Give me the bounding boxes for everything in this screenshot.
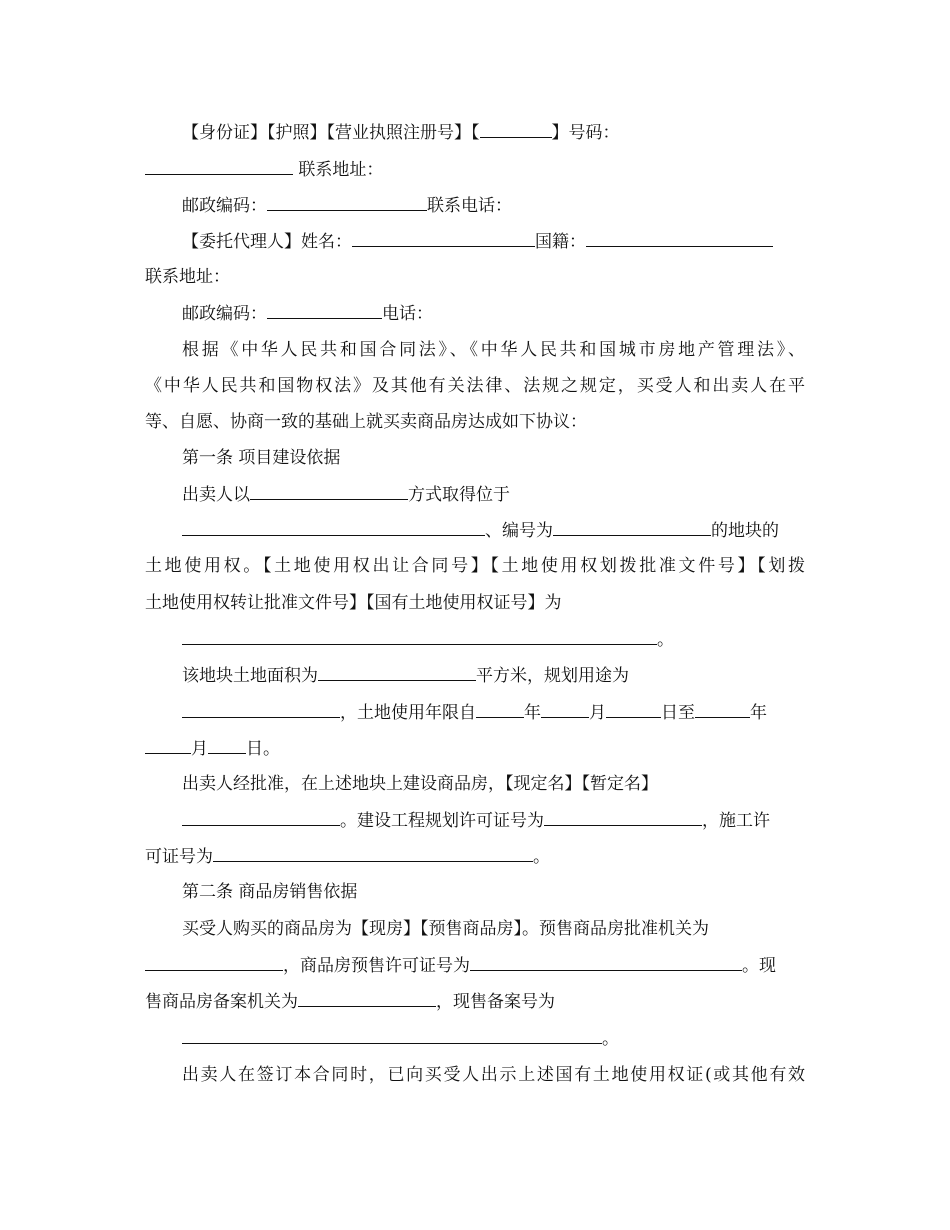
text-line	[145, 989, 805, 1014]
text: 该地块土地面积为	[182, 666, 318, 686]
text: 日。	[246, 739, 280, 759]
blank-field	[267, 193, 427, 211]
id-type-line	[145, 120, 805, 145]
blank-field	[480, 120, 552, 138]
text: 年	[524, 703, 541, 723]
text: 月	[191, 739, 208, 759]
text: 【委托代理人】姓名：	[182, 232, 352, 252]
blank-field	[318, 663, 476, 681]
text: 、编号为	[485, 521, 553, 541]
text: 等、自愿、协商一致的基础上就买卖商品房达成如下协议：	[145, 412, 587, 432]
text: 国籍：	[535, 232, 586, 252]
blank-field	[145, 157, 293, 175]
text: 。	[602, 1029, 619, 1049]
blank-field	[476, 700, 524, 718]
text-line	[145, 482, 805, 507]
text: 邮政编码：	[182, 196, 267, 216]
text: 方式取得位于	[408, 485, 510, 505]
article-heading: 第一条 项目建设依据	[182, 448, 341, 468]
text: 。建设工程规划许可证号为	[340, 811, 544, 831]
blank-field	[182, 518, 485, 536]
text: 邮政编码：	[182, 304, 267, 324]
blank-field	[145, 953, 283, 971]
text-line	[145, 627, 805, 652]
text-line	[145, 518, 805, 543]
text: ，施工许	[702, 811, 770, 831]
blank-field	[182, 627, 657, 645]
postal-line	[145, 301, 805, 326]
text: 】号码：	[551, 123, 620, 143]
blank-field	[541, 700, 589, 718]
text: 出卖人在签订本合同时，已向买受人出示上述国有土地使用权证(或其他有效	[182, 1065, 805, 1085]
blank-field	[544, 808, 702, 826]
blank-field	[606, 700, 661, 718]
blank-field	[553, 518, 711, 536]
text: 联系地址：	[145, 267, 230, 287]
article-heading: 第二条 商品房销售依据	[182, 882, 358, 902]
blank-field	[352, 229, 535, 247]
blank-field	[182, 1026, 602, 1044]
blank-field	[267, 301, 382, 319]
text-line	[145, 1026, 805, 1051]
text: 电话：	[382, 304, 433, 324]
text: 根据《中华人民共和国合同法》、《中华人民共和国城市房地产管理法》、	[182, 340, 805, 360]
text: 日至	[661, 703, 695, 723]
blank-field	[182, 700, 340, 718]
text: 联系电话：	[427, 196, 512, 216]
text: 土地使用权转让批准文件号】【国有土地使用权证号】为	[145, 593, 562, 613]
text: 。	[533, 847, 550, 867]
blank-field	[182, 808, 340, 826]
text: 。	[657, 630, 674, 650]
text: 月	[589, 703, 606, 723]
address-line	[145, 157, 805, 182]
text: 可证号为	[145, 847, 213, 867]
text: ，商品房预售许可证号为	[283, 956, 470, 976]
text: 出卖人以	[182, 485, 250, 505]
blank-field	[250, 482, 408, 500]
text: 。现	[742, 956, 776, 976]
text: ，现售备案号为	[436, 992, 555, 1012]
text: 平方米，规划用途为	[476, 666, 629, 686]
text: 土地使用权。【土地使用权出让合同号】【土地使用权划拨批准文件号】【划拨	[145, 556, 805, 576]
blank-field	[586, 229, 773, 247]
text-line	[145, 953, 805, 978]
blank-field	[208, 736, 246, 754]
text-line	[145, 700, 805, 725]
text-line	[145, 808, 805, 833]
blank-field	[145, 736, 191, 754]
text: 售商品房备案机关为	[145, 992, 298, 1012]
blank-field	[298, 989, 436, 1007]
text: 联系地址：	[293, 160, 384, 180]
blank-field	[213, 844, 533, 862]
text: 【身份证】【护照】【营业执照注册号】【	[182, 123, 480, 143]
text: 买受人购买的商品房为【现房】【预售商品房】。预售商品房批准机关为	[182, 919, 709, 939]
text: 《中华人民共和国物权法》及其他有关法律、法规之规定，买受人和出卖人在平	[145, 376, 805, 396]
text: 的地块的	[711, 521, 779, 541]
text-line	[145, 844, 805, 869]
text: 出卖人经批准，在上述地块上建设商品房，【现定名】【暂定名】	[182, 774, 658, 794]
agent-line	[145, 229, 805, 254]
blank-field	[470, 953, 742, 971]
text: 年	[750, 703, 767, 723]
text-line	[145, 663, 805, 688]
blank-field	[695, 700, 750, 718]
text: ，土地使用年限自	[340, 703, 476, 723]
text-line	[145, 736, 805, 761]
postal-phone-line	[145, 193, 805, 218]
